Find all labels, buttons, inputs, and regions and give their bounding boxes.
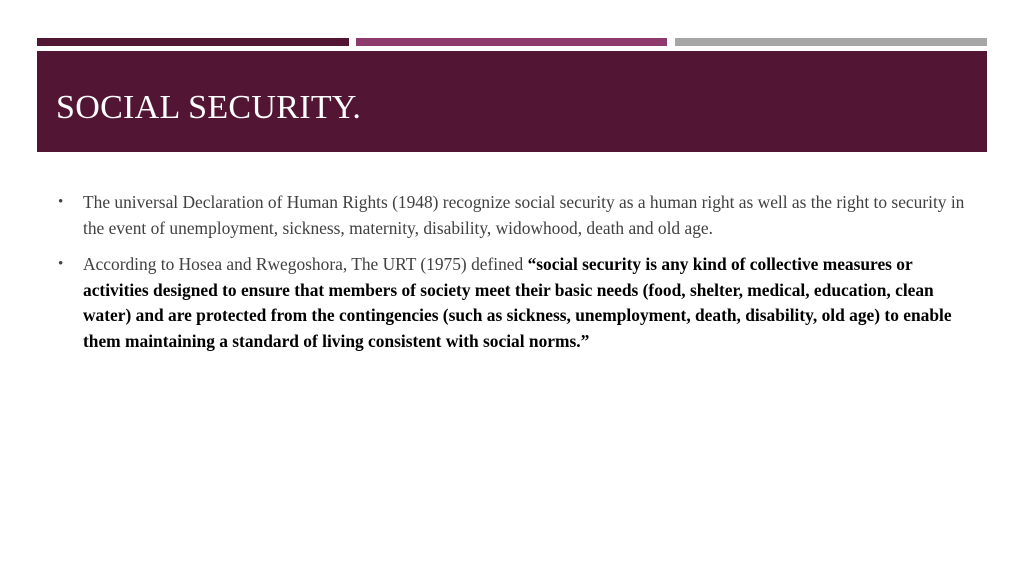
- bullet-icon: •: [58, 194, 64, 210]
- title-band: [37, 51, 987, 152]
- bullet-icon: •: [58, 256, 64, 273]
- bullet-item: [58, 252, 978, 354]
- slide-title: SOCIAL SECURITY.: [56, 88, 362, 126]
- bullet-emphasis-text: “social security is any kind of collective measures or activities designed to ensure that members of society meet their basic needs (food, shelter, medical, education, clean water) and are protected from the contingencies (such as sickness, unemployment, death, disability, old age) to enable them maintaining a standard of living consistent with social norms.”: [83, 254, 952, 351]
- bullet-text: According to Hosea and Rwegoshora, The URT (1975) defined: [83, 254, 528, 275]
- bullet-item: [58, 190, 978, 241]
- accent-bar-tertiary: [675, 38, 987, 46]
- slide-content: [58, 190, 978, 366]
- accent-bar-secondary: [356, 38, 667, 46]
- accent-bar-primary: [37, 38, 349, 46]
- bullet-text: The universal Declaration of Human Rights (1948) recognize social security as a human right as well as the right to security in the event of unemployment, sickness, maternity, disability, widowhood, death and old age.: [83, 192, 965, 238]
